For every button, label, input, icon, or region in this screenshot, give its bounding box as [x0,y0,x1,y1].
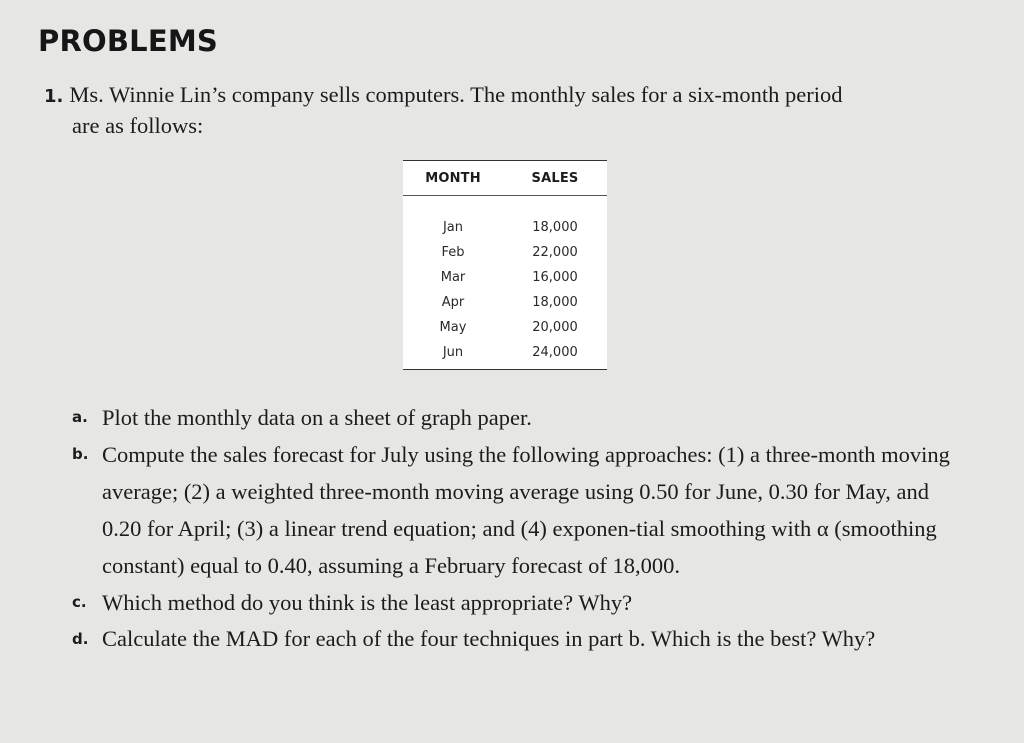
part-letter: c. [72,593,87,611]
table-row [403,340,607,365]
part-c [72,584,972,621]
table-row [403,215,607,240]
table-row [403,315,607,340]
column-header-sales: SALES [531,170,579,186]
problem-1 [44,80,984,140]
part-b [72,436,972,584]
table-row [403,240,607,265]
sales-cell: 22,000 [532,245,578,260]
part-d [72,624,972,654]
month-cell: Feb [441,245,465,260]
month-cell: Apr [441,295,465,310]
part-letter: a. [72,408,88,426]
part-text: Compute the sales forecast for July using the following approaches: (1) a three-month moving average; (2) a weighted three-month moving average using 0.50 for June, 0.30 for May, and 0.20 for April; (3) a linear trend equation; and (4) exponen-tial smoothing with α (smoothing constant) equal to 0.40, assuming a February forecast of 18,000. [102,442,950,578]
table-body [403,196,607,369]
month-cell: Mar [440,270,466,285]
table-row [403,265,607,290]
column-header-month: MONTH [425,170,481,186]
problem-parts [72,399,972,654]
month-cell: May [439,320,467,335]
table-row [403,290,607,315]
part-text: Which method do you think is the least appropriate? Why? [102,590,633,615]
part-letter: d. [72,630,89,648]
part-a [72,399,972,436]
sales-cell: 18,000 [532,295,578,310]
problem-intro-text: Ms. Winnie Lin’s company sells computers. The monthly sales for a six-month period [69,82,843,107]
sales-cell: 18,000 [532,220,578,235]
problem-intro-line-2: are as follows: [72,113,204,138]
month-cell: Jun [442,345,464,360]
part-text: Calculate the MAD for each of the four techniques in part b. Which is the best? Why? [102,626,876,651]
sales-cell: 24,000 [532,345,578,360]
table-header [403,161,607,196]
sales-cell: 20,000 [532,320,578,335]
part-letter: b. [72,445,89,463]
sales-table [403,160,607,370]
month-cell: Jan [442,220,464,235]
problem-intro-line-1 [44,80,984,111]
sales-cell: 16,000 [532,270,578,285]
section-heading: PROBLEMS [38,24,218,58]
problem-number: 1. [44,86,64,107]
part-text: Plot the monthly data on a sheet of graph paper. [102,405,532,430]
